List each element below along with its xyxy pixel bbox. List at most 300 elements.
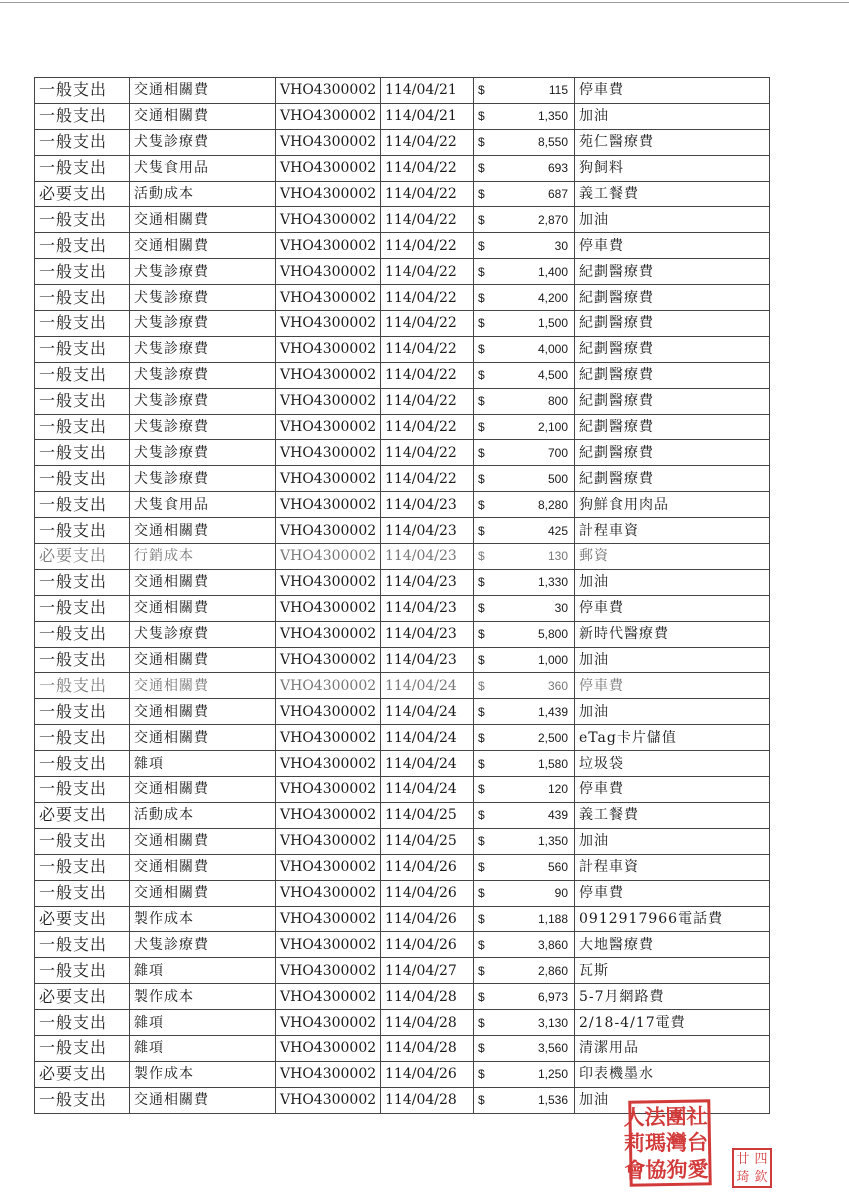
currency-symbol: $	[478, 549, 485, 564]
voucher-cell: VHO4300002	[276, 233, 381, 259]
category-cell: 一般支出	[35, 958, 130, 984]
table-row	[35, 673, 770, 699]
voucher-cell: VHO4300002	[276, 1035, 381, 1061]
amount-cell	[474, 725, 575, 751]
category-cell: 一般支出	[35, 673, 130, 699]
amount-cell	[474, 181, 575, 207]
date-cell: 114/04/22	[381, 440, 474, 466]
item-cell: 犬隻診療費	[130, 362, 276, 388]
date-cell: 114/04/28	[381, 1035, 474, 1061]
date-cell: 114/04/24	[381, 673, 474, 699]
currency-symbol: $	[478, 782, 485, 797]
amount-value: 693	[547, 161, 568, 176]
date-cell: 114/04/22	[381, 414, 474, 440]
voucher-cell: VHO4300002	[276, 932, 381, 958]
scan-top-edge	[0, 2, 849, 3]
amount-value: 1,188	[537, 911, 568, 926]
date-cell: 114/04/25	[381, 828, 474, 854]
amount-cell	[474, 932, 575, 958]
item-cell: 製作成本	[130, 906, 276, 932]
amount-cell	[474, 673, 575, 699]
date-cell: 114/04/23	[381, 492, 474, 518]
item-cell: 交通相關費	[130, 777, 276, 803]
voucher-cell: VHO4300002	[276, 440, 381, 466]
table-row	[35, 1035, 770, 1061]
voucher-cell: VHO4300002	[276, 388, 381, 414]
note-cell: 停車費	[575, 233, 770, 259]
voucher-cell: VHO4300002	[276, 906, 381, 932]
category-cell: 一般支出	[35, 466, 130, 492]
amount-cell	[474, 751, 575, 777]
currency-symbol: $	[478, 653, 485, 668]
amount-value: 30	[554, 601, 568, 616]
voucher-cell: VHO4300002	[276, 103, 381, 129]
item-cell: 活動成本	[130, 802, 276, 828]
amount-cell	[474, 466, 575, 492]
currency-symbol: $	[478, 1015, 485, 1030]
note-cell: 瓦斯	[575, 958, 770, 984]
amount-cell	[474, 311, 575, 337]
item-cell: 交通相關費	[130, 647, 276, 673]
date-cell: 114/04/22	[381, 466, 474, 492]
amount-value: 1,000	[537, 653, 568, 668]
seal-character: 狗	[666, 1156, 688, 1183]
amount-value: 439	[547, 808, 568, 823]
amount-cell	[474, 233, 575, 259]
item-cell: 交通相關費	[130, 725, 276, 751]
seal-character: 台	[686, 1129, 709, 1156]
date-cell: 114/04/22	[381, 155, 474, 181]
voucher-cell: VHO4300002	[276, 725, 381, 751]
category-cell: 一般支出	[35, 828, 130, 854]
category-cell: 一般支出	[35, 518, 130, 544]
date-cell: 114/04/26	[381, 932, 474, 958]
amount-cell	[474, 388, 575, 414]
table-row	[35, 103, 770, 129]
amount-cell	[474, 569, 575, 595]
amount-value: 1,500	[537, 316, 568, 331]
currency-symbol: $	[478, 83, 485, 98]
table-row	[35, 1010, 770, 1036]
currency-symbol: $	[478, 238, 485, 253]
table-row	[35, 233, 770, 259]
ledger-body	[35, 78, 770, 1114]
table-row	[35, 78, 770, 104]
currency-symbol: $	[478, 627, 485, 642]
category-cell: 一般支出	[35, 777, 130, 803]
amount-value: 115	[548, 83, 568, 98]
date-cell: 114/04/27	[381, 958, 474, 984]
note-cell: eTag卡片儲值	[575, 725, 770, 751]
table-row	[35, 518, 770, 544]
amount-value: 90	[554, 886, 568, 901]
item-cell: 犬隻診療費	[130, 259, 276, 285]
category-cell: 必要支出	[35, 1061, 130, 1087]
voucher-cell: VHO4300002	[276, 984, 381, 1010]
note-cell: 紀劃醫療費	[575, 259, 770, 285]
table-row	[35, 362, 770, 388]
table-row	[35, 725, 770, 751]
currency-symbol: $	[478, 678, 485, 693]
category-cell: 一般支出	[35, 129, 130, 155]
voucher-cell: VHO4300002	[276, 1010, 381, 1036]
note-cell: 苑仁醫療費	[575, 129, 770, 155]
amount-value: 1,400	[537, 264, 568, 279]
item-cell: 犬隻診療費	[130, 414, 276, 440]
note-cell: 紀劃醫療費	[575, 362, 770, 388]
date-cell: 114/04/23	[381, 621, 474, 647]
voucher-cell: VHO4300002	[276, 362, 381, 388]
amount-value: 1,350	[537, 109, 568, 124]
amount-value: 4,000	[537, 342, 568, 357]
item-cell: 交通相關費	[130, 828, 276, 854]
note-cell: 紀劃醫療費	[575, 388, 770, 414]
amount-cell	[474, 544, 575, 570]
category-cell: 一般支出	[35, 207, 130, 233]
note-cell: 義工餐費	[575, 181, 770, 207]
category-cell: 一般支出	[35, 336, 130, 362]
amount-cell	[474, 440, 575, 466]
amount-cell	[474, 414, 575, 440]
item-cell: 雜項	[130, 751, 276, 777]
voucher-cell: VHO4300002	[276, 958, 381, 984]
voucher-cell: VHO4300002	[276, 466, 381, 492]
amount-value: 425	[547, 523, 568, 538]
note-cell: 義工餐費	[575, 802, 770, 828]
item-cell: 交通相關費	[130, 207, 276, 233]
date-cell: 114/04/22	[381, 259, 474, 285]
date-cell: 114/04/22	[381, 362, 474, 388]
note-cell: 狗飼料	[575, 155, 770, 181]
item-cell: 交通相關費	[130, 880, 276, 906]
category-cell: 一般支出	[35, 440, 130, 466]
date-cell: 114/04/21	[381, 103, 474, 129]
amount-value: 1,439	[537, 704, 568, 719]
date-cell: 114/04/26	[381, 880, 474, 906]
amount-cell	[474, 285, 575, 311]
table-row	[35, 311, 770, 337]
amount-value: 2,500	[537, 730, 568, 745]
currency-symbol: $	[478, 445, 485, 460]
amount-value: 1,536	[537, 1093, 568, 1108]
amount-cell	[474, 699, 575, 725]
currency-symbol: $	[478, 497, 485, 512]
note-cell: 加油	[575, 699, 770, 725]
table-row	[35, 854, 770, 880]
item-cell: 犬隻診療費	[130, 311, 276, 337]
currency-symbol: $	[478, 368, 485, 383]
currency-symbol: $	[478, 808, 485, 823]
amount-value: 6,973	[537, 989, 568, 1004]
table-row	[35, 595, 770, 621]
date-cell: 114/04/26	[381, 1061, 474, 1087]
voucher-cell: VHO4300002	[276, 569, 381, 595]
table-row	[35, 621, 770, 647]
date-cell: 114/04/24	[381, 777, 474, 803]
table-row	[35, 155, 770, 181]
item-cell: 交通相關費	[130, 595, 276, 621]
category-cell: 必要支出	[35, 802, 130, 828]
date-cell: 114/04/23	[381, 647, 474, 673]
item-cell: 交通相關費	[130, 233, 276, 259]
currency-symbol: $	[478, 212, 485, 227]
table-row	[35, 647, 770, 673]
currency-symbol: $	[478, 1041, 485, 1056]
amount-cell	[474, 259, 575, 285]
currency-symbol: $	[478, 161, 485, 176]
currency-symbol: $	[478, 963, 485, 978]
table-row	[35, 984, 770, 1010]
item-cell: 犬隻食用品	[130, 492, 276, 518]
item-cell: 交通相關費	[130, 103, 276, 129]
date-cell: 114/04/24	[381, 751, 474, 777]
table-row	[35, 932, 770, 958]
table-row	[35, 440, 770, 466]
category-cell: 一般支出	[35, 1035, 130, 1061]
amount-cell	[474, 595, 575, 621]
date-cell: 114/04/24	[381, 699, 474, 725]
currency-symbol: $	[478, 109, 485, 124]
note-cell: 加油	[575, 569, 770, 595]
date-cell: 114/04/28	[381, 1087, 474, 1113]
amount-value: 700	[547, 445, 568, 460]
voucher-cell: VHO4300002	[276, 854, 381, 880]
seal-character: 法	[644, 1103, 666, 1130]
category-cell: 一般支出	[35, 492, 130, 518]
table-row	[35, 802, 770, 828]
table-row	[35, 466, 770, 492]
amount-value: 5,800	[537, 627, 568, 642]
amount-cell	[474, 621, 575, 647]
date-cell: 114/04/23	[381, 595, 474, 621]
table-row	[35, 569, 770, 595]
seal-character: 團	[665, 1103, 687, 1129]
table-row	[35, 492, 770, 518]
table-row	[35, 181, 770, 207]
note-cell: 狗鮮食用肉品	[575, 492, 770, 518]
amount-value: 3,130	[537, 1015, 568, 1030]
amount-value: 1,250	[537, 1067, 568, 1082]
item-cell: 交通相關費	[130, 569, 276, 595]
amount-cell	[474, 802, 575, 828]
category-cell: 一般支出	[35, 725, 130, 751]
date-cell: 114/04/22	[381, 129, 474, 155]
item-cell: 交通相關費	[130, 78, 276, 104]
amount-cell	[474, 984, 575, 1010]
table-row	[35, 414, 770, 440]
currency-symbol: $	[478, 575, 485, 590]
table-row	[35, 958, 770, 984]
voucher-cell: VHO4300002	[276, 647, 381, 673]
voucher-cell: VHO4300002	[276, 544, 381, 570]
voucher-cell: VHO4300002	[276, 414, 381, 440]
category-cell: 一般支出	[35, 1087, 130, 1113]
seal-character: 愛	[687, 1156, 709, 1182]
currency-symbol: $	[478, 860, 485, 875]
note-cell: 停車費	[575, 777, 770, 803]
note-cell: 0912917966電話費	[575, 906, 770, 932]
category-cell: 一般支出	[35, 414, 130, 440]
amount-value: 8,550	[537, 135, 568, 150]
table-row	[35, 777, 770, 803]
category-cell: 一般支出	[35, 233, 130, 259]
category-cell: 一般支出	[35, 569, 130, 595]
amount-cell	[474, 1087, 575, 1113]
currency-symbol: $	[478, 730, 485, 745]
voucher-cell: VHO4300002	[276, 336, 381, 362]
currency-symbol: $	[478, 1093, 485, 1108]
amount-cell	[474, 129, 575, 155]
seal-character: 瑪	[644, 1130, 667, 1156]
note-cell: 郵資	[575, 544, 770, 570]
voucher-cell: VHO4300002	[276, 181, 381, 207]
seal-character: 人	[623, 1104, 645, 1130]
date-cell: 114/04/23	[381, 569, 474, 595]
item-cell: 犬隻診療費	[130, 440, 276, 466]
currency-symbol: $	[478, 471, 485, 486]
note-cell: 停車費	[575, 595, 770, 621]
currency-symbol: $	[478, 1067, 485, 1082]
table-row	[35, 129, 770, 155]
category-cell: 一般支出	[35, 621, 130, 647]
amount-cell	[474, 828, 575, 854]
category-cell: 必要支出	[35, 544, 130, 570]
note-cell: 加油	[575, 1087, 770, 1113]
item-cell: 犬隻食用品	[130, 155, 276, 181]
note-cell: 大地醫療費	[575, 932, 770, 958]
item-cell: 交通相關費	[130, 518, 276, 544]
category-cell: 必要支出	[35, 906, 130, 932]
category-cell: 一般支出	[35, 751, 130, 777]
note-cell: 印表機墨水	[575, 1061, 770, 1087]
date-cell: 114/04/23	[381, 518, 474, 544]
note-cell: 加油	[575, 828, 770, 854]
amount-cell	[474, 1010, 575, 1036]
date-cell: 114/04/22	[381, 336, 474, 362]
amount-value: 3,560	[537, 1041, 568, 1056]
note-cell: 停車費	[575, 880, 770, 906]
amount-cell	[474, 958, 575, 984]
date-cell: 114/04/28	[381, 984, 474, 1010]
category-cell: 一般支出	[35, 1010, 130, 1036]
category-cell: 一般支出	[35, 362, 130, 388]
currency-symbol: $	[478, 135, 485, 150]
category-cell: 一般支出	[35, 647, 130, 673]
date-cell: 114/04/22	[381, 285, 474, 311]
amount-cell	[474, 492, 575, 518]
note-cell: 紀劃醫療費	[575, 336, 770, 362]
note-cell: 紀劃醫療費	[575, 414, 770, 440]
item-cell: 製作成本	[130, 1061, 276, 1087]
amount-value: 8,280	[537, 497, 568, 512]
category-cell: 一般支出	[35, 155, 130, 181]
table-row	[35, 285, 770, 311]
voucher-cell: VHO4300002	[276, 699, 381, 725]
amount-cell	[474, 880, 575, 906]
category-cell: 必要支出	[35, 181, 130, 207]
date-cell: 114/04/22	[381, 311, 474, 337]
voucher-cell: VHO4300002	[276, 1087, 381, 1113]
table-row	[35, 906, 770, 932]
item-cell: 犬隻診療費	[130, 129, 276, 155]
date-cell: 114/04/26	[381, 854, 474, 880]
category-cell: 一般支出	[35, 78, 130, 104]
expense-ledger-table	[34, 77, 770, 1114]
seal-character: 廿	[736, 1151, 750, 1167]
item-cell: 交通相關費	[130, 699, 276, 725]
currency-symbol: $	[478, 989, 485, 1004]
currency-symbol: $	[478, 523, 485, 538]
category-cell: 一般支出	[35, 595, 130, 621]
date-cell: 114/04/22	[381, 388, 474, 414]
note-cell: 清潔用品	[575, 1035, 770, 1061]
organization-seal	[623, 1099, 711, 1186]
voucher-cell: VHO4300002	[276, 1061, 381, 1087]
date-cell: 114/04/28	[381, 1010, 474, 1036]
table-row	[35, 880, 770, 906]
table-row	[35, 699, 770, 725]
voucher-cell: VHO4300002	[276, 492, 381, 518]
date-cell: 114/04/25	[381, 802, 474, 828]
amount-cell	[474, 362, 575, 388]
item-cell: 雜項	[130, 1035, 276, 1061]
currency-symbol: $	[478, 342, 485, 357]
currency-symbol: $	[478, 911, 485, 926]
category-cell: 一般支出	[35, 699, 130, 725]
amount-value: 2,860	[537, 963, 568, 978]
amount-value: 30	[554, 238, 568, 253]
amount-cell	[474, 518, 575, 544]
note-cell: 5-7月網路費	[575, 984, 770, 1010]
note-cell: 計程車資	[575, 518, 770, 544]
amount-value: 1,330	[537, 575, 568, 590]
amount-cell	[474, 336, 575, 362]
note-cell: 紀劃醫療費	[575, 440, 770, 466]
table-row	[35, 544, 770, 570]
amount-cell	[474, 1061, 575, 1087]
amount-value: 120	[547, 782, 568, 797]
table-row	[35, 259, 770, 285]
amount-value: 687	[547, 187, 568, 201]
amount-value: 500	[547, 471, 568, 486]
currency-symbol: $	[478, 264, 485, 279]
date-cell: 114/04/21	[381, 78, 474, 104]
voucher-cell: VHO4300002	[276, 880, 381, 906]
note-cell: 停車費	[575, 78, 770, 104]
amount-value: 360	[547, 678, 568, 693]
note-cell: 垃圾袋	[575, 751, 770, 777]
note-cell: 加油	[575, 207, 770, 233]
table-row	[35, 1061, 770, 1087]
date-cell: 114/04/24	[381, 725, 474, 751]
table-row	[35, 828, 770, 854]
amount-value: 560	[547, 860, 568, 875]
item-cell: 犬隻診療費	[130, 388, 276, 414]
category-cell: 一般支出	[35, 388, 130, 414]
table-row	[35, 751, 770, 777]
voucher-cell: VHO4300002	[276, 311, 381, 337]
seal-character: 社	[686, 1103, 708, 1129]
amount-cell	[474, 647, 575, 673]
amount-cell	[474, 155, 575, 181]
seal-character: 琦	[736, 1169, 750, 1185]
seal-character: 灣	[665, 1130, 688, 1156]
item-cell: 雜項	[130, 1010, 276, 1036]
voucher-cell: VHO4300002	[276, 518, 381, 544]
voucher-cell: VHO4300002	[276, 751, 381, 777]
currency-symbol: $	[478, 187, 485, 201]
note-cell: 紀劃醫療費	[575, 285, 770, 311]
